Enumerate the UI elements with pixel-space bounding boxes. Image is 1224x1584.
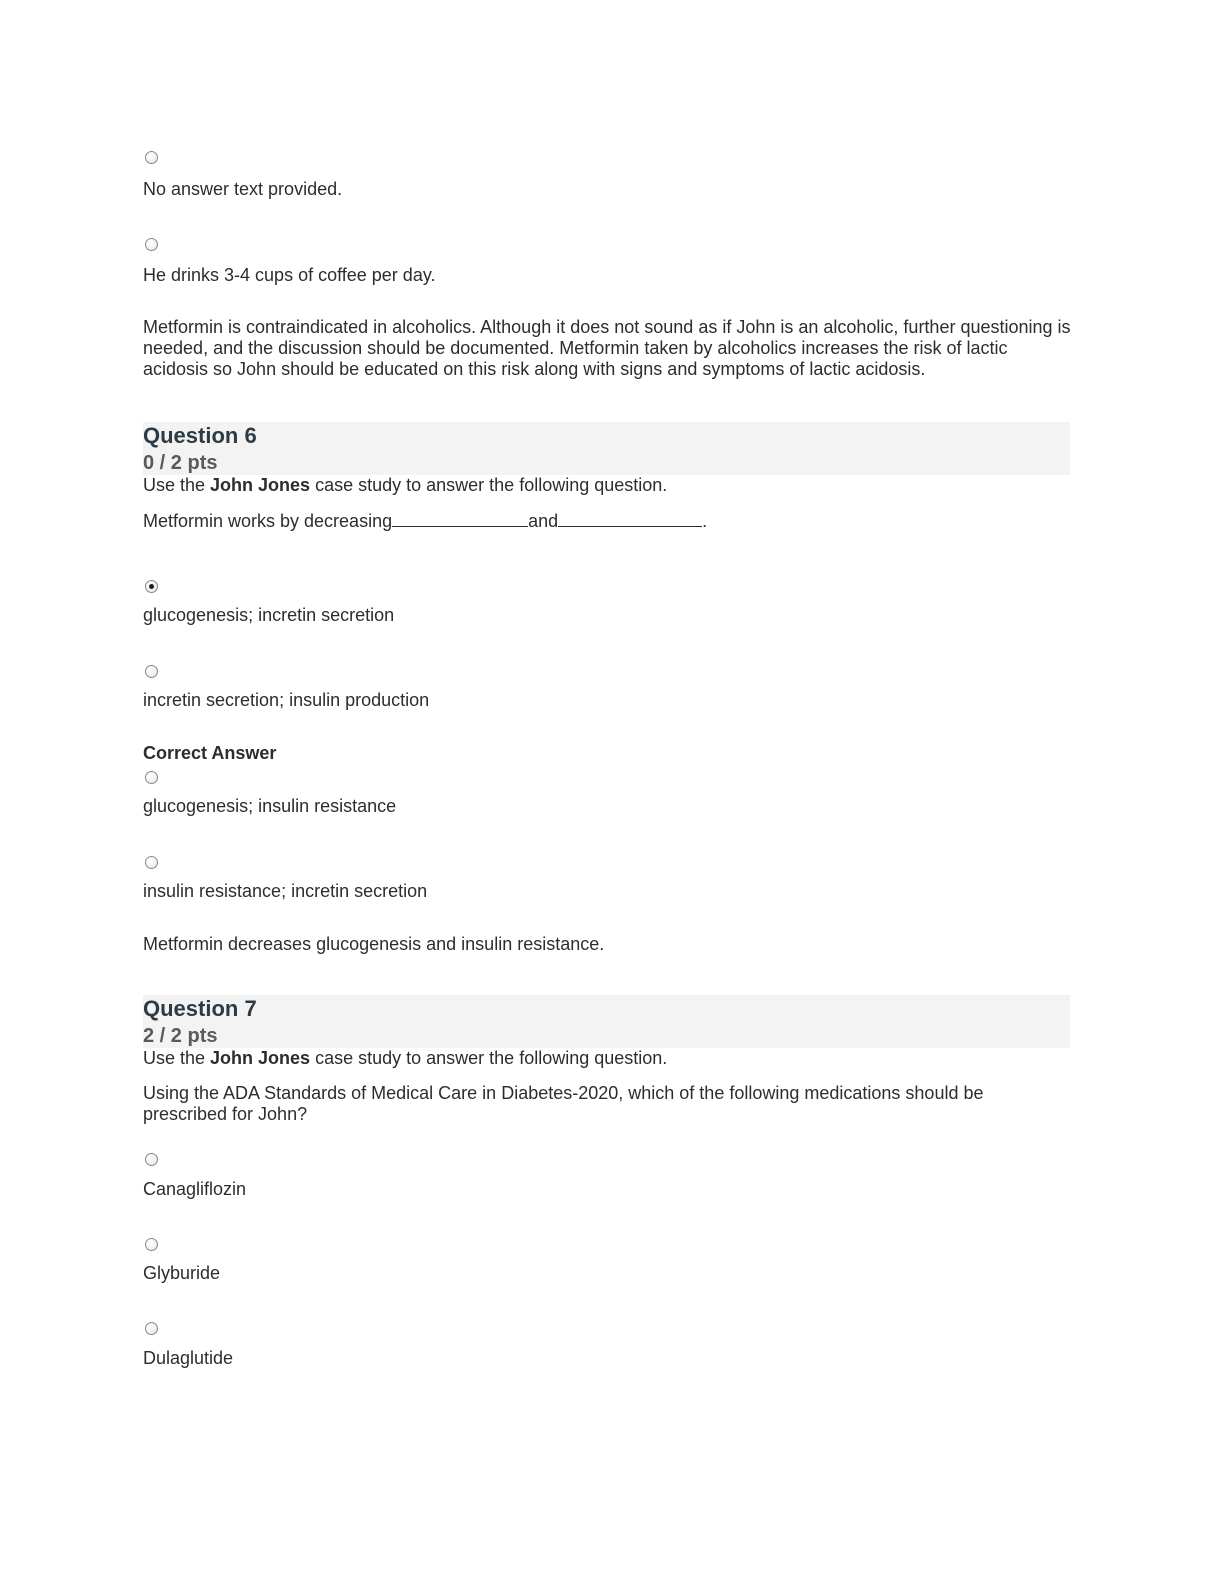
answer-radio[interactable] xyxy=(145,1153,158,1166)
answer-label: insulin resistance; incretin secretion xyxy=(143,881,428,901)
answer-radio[interactable] xyxy=(145,238,158,251)
answer-radio-selected[interactable] xyxy=(145,580,158,593)
question-intro: Use the John Jones case study to answer the following question. xyxy=(143,475,668,495)
case-study-name: John Jones xyxy=(210,1048,311,1068)
answer-explanation: Metformin decreases glucogenesis and insulin resistance. xyxy=(143,934,605,954)
answer-label: Glyburide xyxy=(143,1263,221,1283)
answer-explanation: Metformin is contraindicated in alcoholics. Although it does not sound as if John is an alcoholic, further questioning is needed, and the discussion should be documented. Metformin taken by alcoholics increases the risk of lactic acidosis so John should be educated on this risk along with signs and symptoms of lactic acidosis. xyxy=(143,317,1071,379)
blank-line xyxy=(392,510,528,527)
question-points: 0 / 2 pts xyxy=(143,452,218,474)
question-points: 2 / 2 pts xyxy=(143,1025,218,1047)
question-prompt: Using the ADA Standards of Medical Care in Diabetes-2020, which of the following medications should be prescribed for John? xyxy=(143,1083,984,1124)
question-intro: Use the John Jones case study to answer the following question. xyxy=(143,1048,668,1068)
question-header xyxy=(143,995,1070,1048)
answer-label: He drinks 3-4 cups of coffee per day. xyxy=(143,265,436,285)
question-prompt: Metformin works by decreasing and . xyxy=(143,511,708,531)
case-study-name: John Jones xyxy=(210,475,311,495)
answer-radio[interactable] xyxy=(145,1322,158,1335)
answer-radio[interactable] xyxy=(145,856,158,869)
answer-label: Canagliflozin xyxy=(143,1179,247,1199)
answer-label: glucogenesis; insulin resistance xyxy=(143,796,397,816)
question-title: Question 6 xyxy=(143,423,257,448)
answer-label: incretin secretion; insulin production xyxy=(143,690,430,710)
answer-radio[interactable] xyxy=(145,665,158,678)
answer-label: Dulaglutide xyxy=(143,1348,234,1368)
blank-line xyxy=(558,510,702,527)
answer-radio[interactable] xyxy=(145,151,158,164)
answer-radio[interactable] xyxy=(145,771,158,784)
correct-answer-label: Correct Answer xyxy=(143,743,277,763)
answer-label: No answer text provided. xyxy=(143,179,343,199)
answer-label: glucogenesis; incretin secretion xyxy=(143,605,395,625)
question-title: Question 7 xyxy=(143,996,257,1021)
question-header xyxy=(143,422,1070,475)
answer-radio[interactable] xyxy=(145,1238,158,1251)
